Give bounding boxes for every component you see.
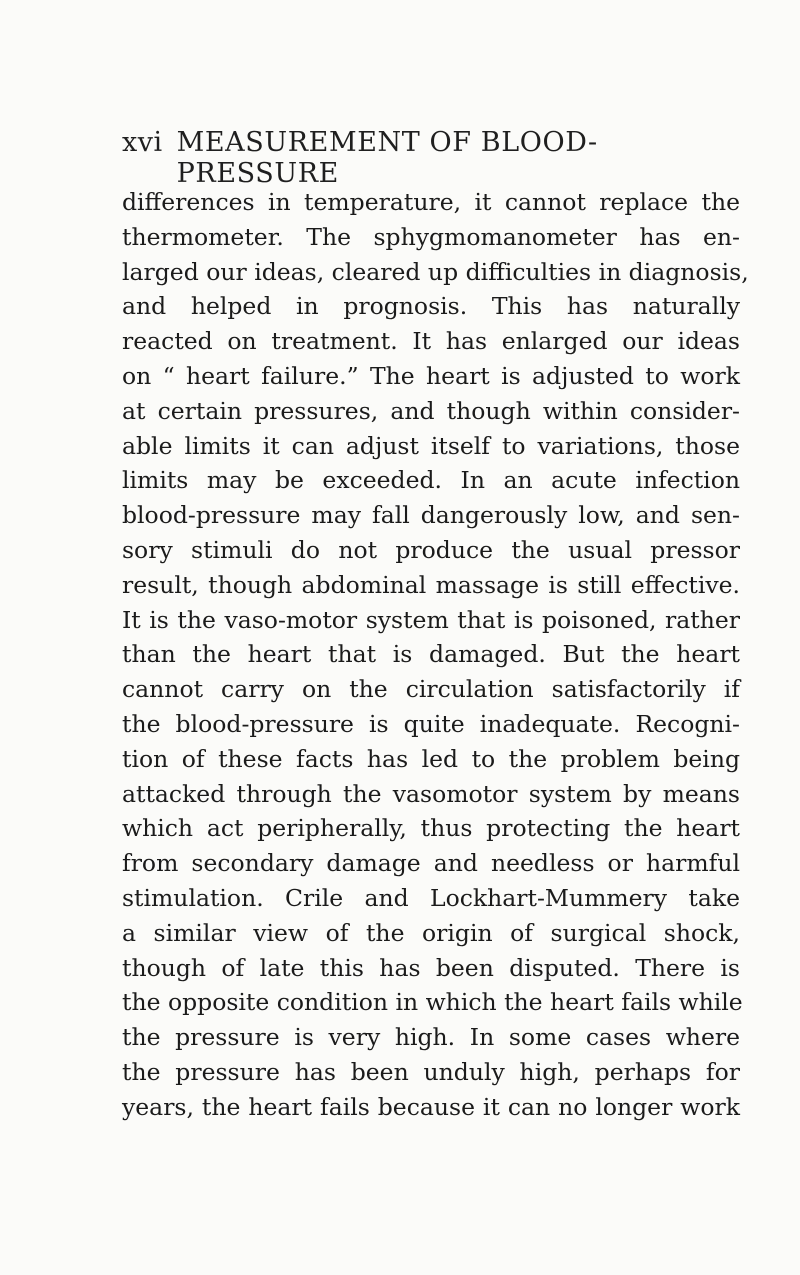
text-line: cannot carry on the circulation satisfactorily if bbox=[122, 675, 740, 704]
text-line: than the heart that is damaged. But the heart bbox=[122, 640, 740, 669]
text-line: years, the heart fails because it can no longer work bbox=[122, 1092, 740, 1121]
text-line: the opposite condition in which the heart fails while bbox=[122, 988, 743, 1017]
text-line: from secondary damage and needless or harmful bbox=[122, 849, 740, 878]
text-line: differences in temperature, it cannot replace the bbox=[122, 188, 740, 216]
text-line: able limits it can adjust itself to variations, those bbox=[122, 431, 740, 460]
text-line: which act peripherally, thus protecting the heart bbox=[122, 814, 740, 843]
text-line: blood-pressure may fall dangerously low, and sen- bbox=[122, 501, 740, 530]
text-line: though of late this has been disputed. There is bbox=[122, 953, 740, 982]
text-line: limits may be exceeded. In an acute infection bbox=[122, 466, 740, 495]
text-line: the pressure has been unduly high, perhaps for bbox=[122, 1057, 740, 1086]
text-line: sory stimuli do not produce the usual pressor bbox=[122, 535, 740, 564]
running-title: MEASUREMENT OF BLOOD-PRESSURE bbox=[176, 127, 598, 189]
text-line: stimulation. Crile and Lockhart-Mummery take bbox=[122, 883, 740, 912]
text-line: and helped in prognosis. This has naturally bbox=[122, 292, 740, 321]
text-line: on “ heart failure.” The heart is adjusted to work bbox=[122, 361, 740, 390]
page-number: xvi bbox=[122, 127, 163, 158]
text-line: larged our ideas, cleared up difficulties in diagnosis, bbox=[122, 257, 749, 286]
text-line: attacked through the vasomotor system by means bbox=[122, 779, 740, 808]
running-header bbox=[122, 127, 734, 189]
text-line: the pressure is very high. In some cases where bbox=[122, 1023, 740, 1052]
body-text bbox=[122, 185, 749, 1125]
text-line: reacted on treatment. It has enlarged our ideas bbox=[122, 327, 740, 356]
text-line: thermometer. The sphygmomanometer has en- bbox=[122, 222, 740, 251]
text-line: at certain pressures, and though within consider- bbox=[122, 396, 740, 425]
text-line: result, though abdominal massage is still effective. bbox=[122, 570, 740, 599]
text-line: It is the vaso-motor system that is poisoned, rather bbox=[122, 605, 740, 634]
text-line: the blood-pressure is quite inadequate. Recogni- bbox=[122, 709, 740, 738]
text-line: a similar view of the origin of surgical shock, bbox=[122, 918, 740, 947]
text-line: tion of these facts has led to the problem being bbox=[122, 744, 740, 773]
